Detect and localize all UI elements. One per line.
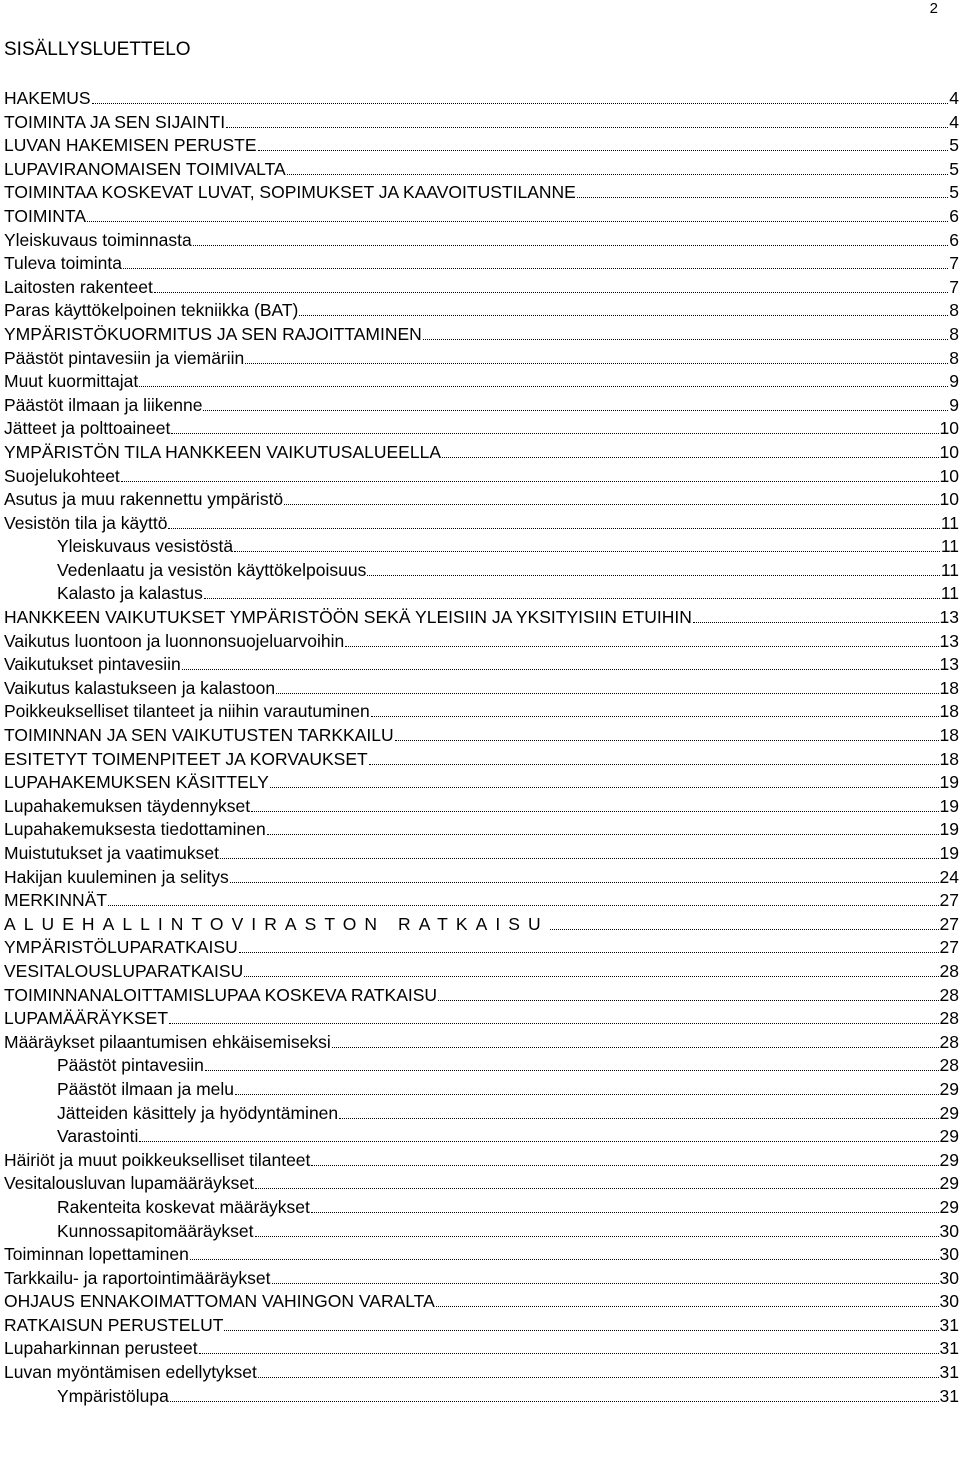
toc-entry-page: 19 [939,795,959,816]
dot-leader [245,363,948,364]
toc-entry-label: Laitosten rakenteet [4,276,153,297]
toc-entry-page: 28 [939,984,959,1005]
toc-entry[interactable] [4,1102,959,1126]
toc-entry-page: 18 [939,725,959,746]
toc-entry-label: Vaikutus kalastukseen ja kalastoon [4,677,276,698]
toc-entry-label: Vaikutukset pintavesiin [4,654,181,675]
toc-entry-label: LUPAHAKEMUKSEN KÄSITTELY [4,772,269,793]
toc-entry[interactable] [4,370,959,394]
toc-entry-label: Jätteet ja polttoaineet [4,418,171,439]
toc-entry-page: 31 [939,1385,959,1406]
toc-entry-page: 11 [940,536,959,557]
toc-entry[interactable] [4,1220,959,1244]
toc-entry-label: Päästöt pintavesiin ja viemäriin [4,347,245,368]
toc-entry-page: 10 [939,441,959,462]
toc-entry-label: Suojelukohteet [4,465,120,486]
toc-entry-page: 13 [939,630,959,651]
dot-leader [139,386,948,387]
dot-leader [395,740,939,741]
toc-entry-page: 7 [949,276,959,297]
toc-entry-label: Muut kuormittajat [4,371,139,392]
toc-entry[interactable] [4,748,959,772]
toc-entry-label: Päästöt pintavesiin [57,1055,204,1076]
toc-entry-label: OHJAUS ENNAKOIMATTOMAN VAHINGON VARALTA [4,1291,435,1312]
page-number: 2 [929,0,938,17]
toc-entry[interactable] [4,1125,959,1149]
toc-entry-page: 27 [939,913,959,934]
toc-entry[interactable] [4,724,959,748]
toc-entry-page: 8 [949,300,959,321]
toc-entry[interactable] [4,771,959,795]
toc-entry[interactable] [4,87,959,111]
dot-leader [299,315,948,316]
toc-entry[interactable] [4,842,959,866]
dot-leader [345,646,938,647]
toc-entry[interactable] [4,559,959,583]
toc-entry[interactable] [4,1196,959,1220]
toc-entry-label: YMPÄRISTÖLUPARATKAISU [4,937,238,958]
toc-entry-page: 29 [939,1196,959,1217]
dot-leader [367,575,939,576]
toc-entry-page: 6 [949,229,959,250]
dot-leader [258,1377,939,1378]
dot-leader [311,1165,938,1166]
dot-leader [234,551,940,552]
dot-leader [371,716,939,717]
dot-leader [258,150,949,151]
toc-entry-label: Tarkkailu- ja raportointimääräykset [4,1267,271,1288]
toc-entry[interactable] [4,111,959,135]
toc-entry-page: 18 [939,748,959,769]
dot-leader [168,528,939,529]
toc-entry[interactable] [4,394,959,418]
toc-entry-label: TOIMINTA JA SEN SIJAINTI [4,111,226,132]
toc-entry-page: 30 [939,1267,959,1288]
toc-entry-label: Päästöt ilmaan ja liikenne [4,394,203,415]
toc-entry-label: HAKEMUS [4,88,91,108]
toc-entry-page: 29 [939,1149,959,1170]
toc-entry-page: 24 [939,866,959,887]
dot-leader [577,197,948,198]
dot-leader [235,1094,938,1095]
toc-entry-label: Vesistön tila ja käyttö [4,512,168,533]
dot-leader [205,1070,939,1071]
toc-entry-label: Jätteiden käsittely ja hyödyntäminen [57,1102,339,1123]
toc-entry-page: 28 [939,1008,959,1029]
toc-entry-page: 31 [939,1338,959,1359]
toc-entry-label: LUPAMÄÄRÄYKSET [4,1008,169,1029]
toc-entry-label: Asutus ja muu rakennettu ympäristö [4,489,284,510]
toc-entry[interactable] [4,205,959,229]
toc-entry[interactable] [4,347,959,371]
toc-entry-label: ESITETYT TOIMENPITEET JA KORVAUKSET [4,748,368,769]
dot-leader [123,268,948,269]
toc-entry[interactable] [4,1337,959,1361]
toc-entry[interactable] [4,1007,959,1031]
toc-entry[interactable] [4,1361,959,1385]
toc-entry-label: TOIMINNANALOITTAMISLUPAA KOSKEVA RATKAISU [4,984,438,1005]
toc-entry-page: 31 [939,1362,959,1383]
page-title: SISÄLLYSLUETTELO [4,39,191,60]
toc-entry[interactable] [4,630,959,654]
toc-entry[interactable] [4,1172,959,1196]
toc-entry-label: Hakijan kuuleminen ja selitys [4,866,229,887]
toc-entry-page: 10 [939,418,959,439]
toc-entry[interactable] [4,936,959,960]
toc-entry[interactable] [4,1267,959,1291]
toc-entry[interactable] [4,512,959,536]
toc-entry-page: 11 [940,583,959,604]
toc-entry-page: 8 [949,323,959,344]
dot-leader [436,1306,939,1307]
toc-entry-label: Luvan myöntämisen edellytykset [4,1362,257,1383]
toc-entry[interactable] [4,134,959,158]
toc-entry-label: Vedenlaatu ja vesistön käyttökelpoisuus [57,559,367,580]
dot-leader [154,292,948,293]
toc-entry-page: 19 [939,843,959,863]
toc-entry-label: Paras käyttökelpoinen tekniikka (BAT) [4,300,299,321]
table-of-contents [4,87,959,1408]
toc-entry[interactable] [4,677,959,701]
dot-leader [438,1000,938,1001]
toc-entry-page: 31 [939,1314,959,1335]
toc-entry-label: Lupaharkinnan perusteet [4,1338,198,1359]
toc-entry-page: 5 [949,135,959,156]
dot-leader [139,1141,938,1142]
toc-entry[interactable] [4,417,959,441]
toc-entry[interactable] [4,1149,959,1173]
toc-entry-label: Lupahakemuksen täydennykset [4,795,251,816]
dot-leader [339,1118,938,1119]
toc-entry[interactable] [4,795,959,819]
toc-entry[interactable] [4,252,959,276]
dot-leader [171,433,938,434]
toc-entry-label: Tuleva toiminta [4,253,123,274]
toc-entry[interactable] [4,1243,959,1267]
toc-entry[interactable] [4,984,959,1008]
toc-entry-label: Varastointi [57,1126,139,1147]
toc-entry-page: 10 [939,465,959,486]
dot-leader [220,858,939,859]
toc-entry-label: Ympäristölupa [57,1385,169,1406]
toc-entry-page: 28 [939,1055,959,1076]
dot-leader [230,882,939,883]
dot-leader [332,1047,939,1048]
toc-entry-page: 8 [949,347,959,368]
toc-entry-page: 27 [939,890,959,911]
toc-entry-page: 30 [939,1220,959,1241]
toc-entry-page: 27 [939,937,959,958]
toc-entry[interactable] [4,889,959,913]
toc-entry-label: RATKAISUN PERUSTELUT [4,1314,224,1335]
toc-entry[interactable] [4,181,959,205]
dot-leader [423,339,948,340]
dot-leader [92,103,949,104]
dot-leader [203,410,948,411]
toc-entry[interactable] [4,1385,959,1409]
dot-leader [311,1212,939,1213]
toc-entry[interactable] [4,299,959,323]
toc-entry-label: VESITALOUSLUPARATKAISU [4,960,244,981]
toc-entry-page: 18 [939,701,959,722]
toc-entry[interactable] [4,465,959,489]
dot-leader [182,669,939,670]
dot-leader [226,127,948,128]
dot-leader [255,1188,939,1189]
toc-entry-page: 28 [939,1031,959,1052]
dot-leader [87,221,948,222]
toc-entry-page: 7 [949,253,959,274]
toc-entry-label: Toiminnan lopettaminen [4,1244,189,1265]
dot-leader [442,457,939,458]
toc-entry-page: 29 [939,1126,959,1147]
toc-entry[interactable] [4,818,959,842]
toc-entry-page: 19 [939,819,959,840]
toc-entry-page: 11 [940,512,959,533]
dot-leader [239,952,939,953]
toc-entry[interactable] [4,913,959,937]
toc-entry-page: 5 [949,182,959,203]
dot-leader [267,834,939,835]
toc-entry[interactable] [4,441,959,465]
toc-entry[interactable] [4,276,959,300]
toc-entry-page: 19 [939,772,959,793]
toc-entry[interactable] [4,582,959,606]
toc-entry-page: 10 [939,489,959,510]
dot-leader [199,1353,939,1354]
toc-entry-label: MERKINNÄT [4,890,108,911]
toc-entry-page: 9 [949,394,959,415]
toc-entry-label: Lupahakemuksesta tiedottaminen [4,819,266,840]
dot-leader [693,622,939,623]
toc-entry-page: 4 [949,111,959,132]
toc-entry-label: YMPÄRISTÖKUORMITUS JA SEN RAJOITTAMINEN [4,323,422,344]
toc-entry-label: TOIMINTA [4,205,86,226]
toc-entry[interactable] [4,866,959,890]
toc-entry-page: 29 [939,1173,959,1194]
dot-leader [270,787,939,788]
dot-leader [287,174,949,175]
toc-entry[interactable] [4,606,959,630]
toc-entry-label: Yleiskuvaus vesistöstä [57,536,234,557]
toc-entry-label: TOIMINNAN JA SEN VAIKUTUSTEN TARKKAILU [4,725,394,746]
dot-leader [276,693,938,694]
toc-entry-page: 29 [939,1102,959,1123]
toc-entry-label: Rakenteita koskevat määräykset [57,1196,310,1217]
toc-entry[interactable] [4,653,959,677]
toc-entry-label: Päästöt ilmaan ja melu [57,1078,235,1099]
toc-entry-page: 4 [949,88,959,108]
toc-entry[interactable] [4,323,959,347]
dot-leader [251,811,938,812]
dot-leader [255,1236,939,1237]
dot-leader [272,1283,939,1284]
toc-entry-page: 11 [940,559,959,580]
toc-entry-page: 30 [939,1244,959,1265]
toc-entry-page: 18 [939,677,959,698]
toc-entry[interactable] [4,488,959,512]
dot-leader [108,905,938,906]
toc-entry-page: 5 [949,158,959,179]
toc-entry[interactable] [4,1054,959,1078]
toc-entry-label: Poikkeukselliset tilanteet ja niihin varautuminen [4,701,370,722]
toc-entry[interactable] [4,1314,959,1338]
toc-entry-label: Vaikutus luontoon ja luonnonsuojeluarvoihin [4,630,345,651]
toc-entry-page: 9 [949,371,959,392]
toc-entry-label: ALUEHALLINTOVIRASTON RATKAISU [4,913,549,934]
toc-entry-label: LUVAN HAKEMISEN PERUSTE [4,135,257,156]
toc-entry-page: 29 [939,1078,959,1099]
dot-leader [193,245,949,246]
toc-entry[interactable] [4,960,959,984]
toc-entry-label: Vesitalousluvan lupamääräykset [4,1173,255,1194]
toc-entry-label: YMPÄRISTÖN TILA HANKKEEN VAIKUTUSALUEELLA [4,441,441,462]
dot-leader [190,1259,939,1260]
toc-entry-label: LUPAVIRANOMAISEN TOIMIVALTA [4,158,286,179]
toc-entry-label: Muistutukset ja vaatimukset [4,843,219,863]
toc-entry-label: Kunnossapitomääräykset [57,1220,254,1241]
toc-entry[interactable] [4,158,959,182]
toc-entry[interactable] [4,700,959,724]
dot-leader [369,764,939,765]
toc-entry-page: 6 [949,205,959,226]
toc-entry-label: TOIMINTAA KOSKEVAT LUVAT, SOPIMUKSET JA KAAVOITUSTILANNE [4,182,576,203]
toc-entry[interactable] [4,535,959,559]
dot-leader [121,481,939,482]
toc-entry-label: Häiriöt ja muut poikkeukselliset tilanteet [4,1149,311,1170]
dot-leader [550,929,939,930]
dot-leader [169,1023,939,1024]
toc-entry-page: 28 [939,960,959,981]
toc-entry-label: Määräykset pilaantumisen ehkäisemiseksi [4,1031,331,1052]
toc-entry[interactable] [4,1290,959,1314]
dot-leader [284,504,938,505]
toc-entry-page: 13 [939,607,959,628]
toc-entry[interactable] [4,1078,959,1102]
toc-entry[interactable] [4,229,959,253]
toc-entry-label: Kalasto ja kalastus [57,583,203,604]
dot-leader [224,1330,938,1331]
toc-entry-label: HANKKEEN VAIKUTUKSET YMPÄRISTÖÖN SEKÄ YLEISIIN JA YKSITYISIIN ETUIHIN [4,607,692,628]
dot-leader [204,598,940,599]
toc-entry-label: Yleiskuvaus toiminnasta [4,229,192,250]
dot-leader [244,976,938,977]
dot-leader [170,1401,939,1402]
toc-entry[interactable] [4,1031,959,1055]
toc-entry-page: 30 [939,1291,959,1312]
toc-entry-page: 13 [939,654,959,675]
